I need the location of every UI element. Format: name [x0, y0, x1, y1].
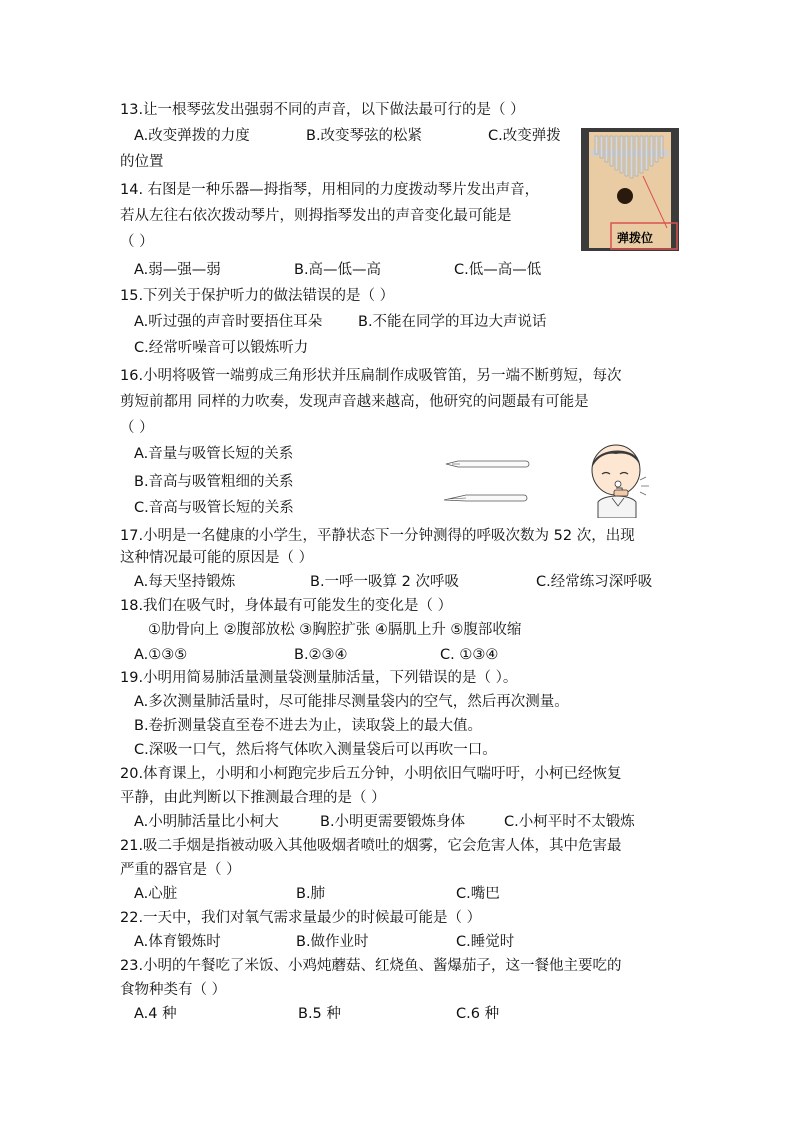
q22-option-c: C.睡觉时 [456, 934, 515, 950]
q14-option-c: C.低—高—低 [454, 262, 542, 278]
q13-option-c: C.改变弹拨 [488, 128, 561, 144]
q15-option-a: A.听过强的声音时要捂住耳朵 [134, 314, 323, 330]
q17-option-c: C.经常练习深呼吸 [536, 574, 653, 590]
q15-option-c: C.经常听噪音可以锻炼听力 [134, 340, 309, 356]
q20-option-a: A.小明肺活量比小柯大 [134, 814, 279, 830]
q17-option-a: A.每天坚持锻炼 [134, 574, 236, 590]
q22-option-b: B.做作业时 [296, 934, 369, 950]
q18-option-c: C. ①③④ [440, 647, 499, 663]
q19-option-c: C.深吸一口气，然后将气体吹入测量袋后可以再吹一口。 [134, 742, 497, 758]
q16-option-b: B.音高与吸管粗细的关系 [134, 474, 294, 490]
q23-option-c: C.6 种 [456, 1006, 500, 1022]
q23-option-a: A.4 种 [134, 1006, 177, 1022]
q13-option-b: B.改变琴弦的松紧 [306, 128, 423, 144]
straw-flute-image [440, 452, 530, 510]
q16-stem-line2: 剪短前都用 同样的力吹奏，发现声音越来越高，他研究的问题最有可能是 [120, 394, 589, 410]
q16-option-c: C.音高与吸管长短的关系 [134, 500, 294, 516]
q21-option-b: B.肺 [296, 886, 326, 902]
q16-stem-line1: 16.小明将吸管一端剪成三角形状并压扁制作成吸管笛，另一端不断剪短，每次 [120, 368, 622, 384]
q19-stem: 19.小明用简易肺活量测量袋测量肺活量，下列错误的是（ ）。 [120, 670, 518, 686]
q14-stem-line1: 14. 右图是一种乐器—拇指琴，用相同的力度拨动琴片发出声音， [120, 182, 540, 198]
kalimba-label: 弹拨位 [617, 231, 654, 245]
q13-stem: 13.让一根琴弦发出强弱不同的声音，以下做法最可行的是（ ） [120, 102, 525, 118]
q13-option-a: A.改变弹拨的力度 [134, 128, 250, 144]
q21-stem-line1: 21.吸二手烟是指被动吸入其他吸烟者喷吐的烟雾，它会危害人体，其中危害最 [120, 838, 622, 854]
q23-stem-line2: 食物种类有（ ） [120, 982, 227, 998]
q15-stem: 15.下列关于保护听力的做法错误的是（ ） [120, 288, 395, 304]
q20-option-c: C.小柯平时不太锻炼 [504, 814, 635, 830]
q14-option-b: B.高—低—高 [294, 262, 382, 278]
q15-option-b: B.不能在同学的耳边大声说话 [358, 314, 547, 330]
q18-option-a: A.①③⑤ [134, 647, 188, 663]
q19-option-b: B.卷折测量袋直至卷不进去为止，读取袋上的最大值。 [134, 718, 483, 734]
boy-blowing-image [578, 440, 658, 518]
q18-option-b: B.②③④ [294, 647, 348, 663]
q13-option-c-continued: 的位置 [120, 154, 164, 170]
q18-items: ①肋骨向上 ②腹部放松 ③胸腔扩张 ④膈肌上升 ⑤腹部收缩 [148, 622, 522, 638]
q21-option-c: C.嘴巴 [456, 886, 500, 902]
q14-stem-line2: 若从左往右依次拨动琴片，则拇指琴发出的声音变化最可能是 [120, 208, 512, 224]
q19-option-a: A.多次测量肺活量时，尽可能排尽测量袋内的空气，然后再次测量。 [134, 694, 569, 710]
q22-option-a: A.体育锻炼时 [134, 934, 221, 950]
q16-option-a: A.音量与吸管长短的关系 [134, 446, 294, 462]
q14-option-a: A.弱—强—弱 [134, 262, 221, 278]
q20-stem-line2: 平静，由此判断以下推测最合理的是（ ） [120, 790, 386, 806]
q23-stem-line1: 23.小明的午餐吃了米饭、小鸡炖蘑菇、红烧鱼、酱爆茄子，这一餐他主要吃的 [120, 958, 622, 974]
q14-stem-line3: （ ） [120, 234, 154, 250]
q20-option-b: B.小明更需要锻炼身体 [320, 814, 466, 830]
q23-option-b: B.5 种 [298, 1006, 341, 1022]
q22-stem: 22.一天中，我们对氧气需求量最少的时候最可能是（ ） [120, 910, 482, 926]
q21-option-a: A.心脏 [134, 886, 178, 902]
q17-stem-line1: 17.小明是一名健康的小学生，平静状态下一分钟测得的呼吸次数为 52 次，出现 [120, 528, 635, 544]
q16-stem-line3: （ ） [120, 420, 154, 436]
q17-option-b: B.一呼一吸算 2 次呼吸 [310, 574, 459, 590]
q20-stem-line1: 20.体育课上，小明和小柯跑完步后五分钟，小明依旧气喘吁吁，小柯已经恢复 [120, 766, 622, 782]
q17-stem-line2: 这种情况最可能的原因是（ ） [120, 550, 314, 566]
q18-stem: 18.我们在吸气时，身体最有可能发生的变化是（ ） [120, 598, 453, 614]
q21-stem-line2: 严重的器官是（ ） [120, 862, 241, 878]
